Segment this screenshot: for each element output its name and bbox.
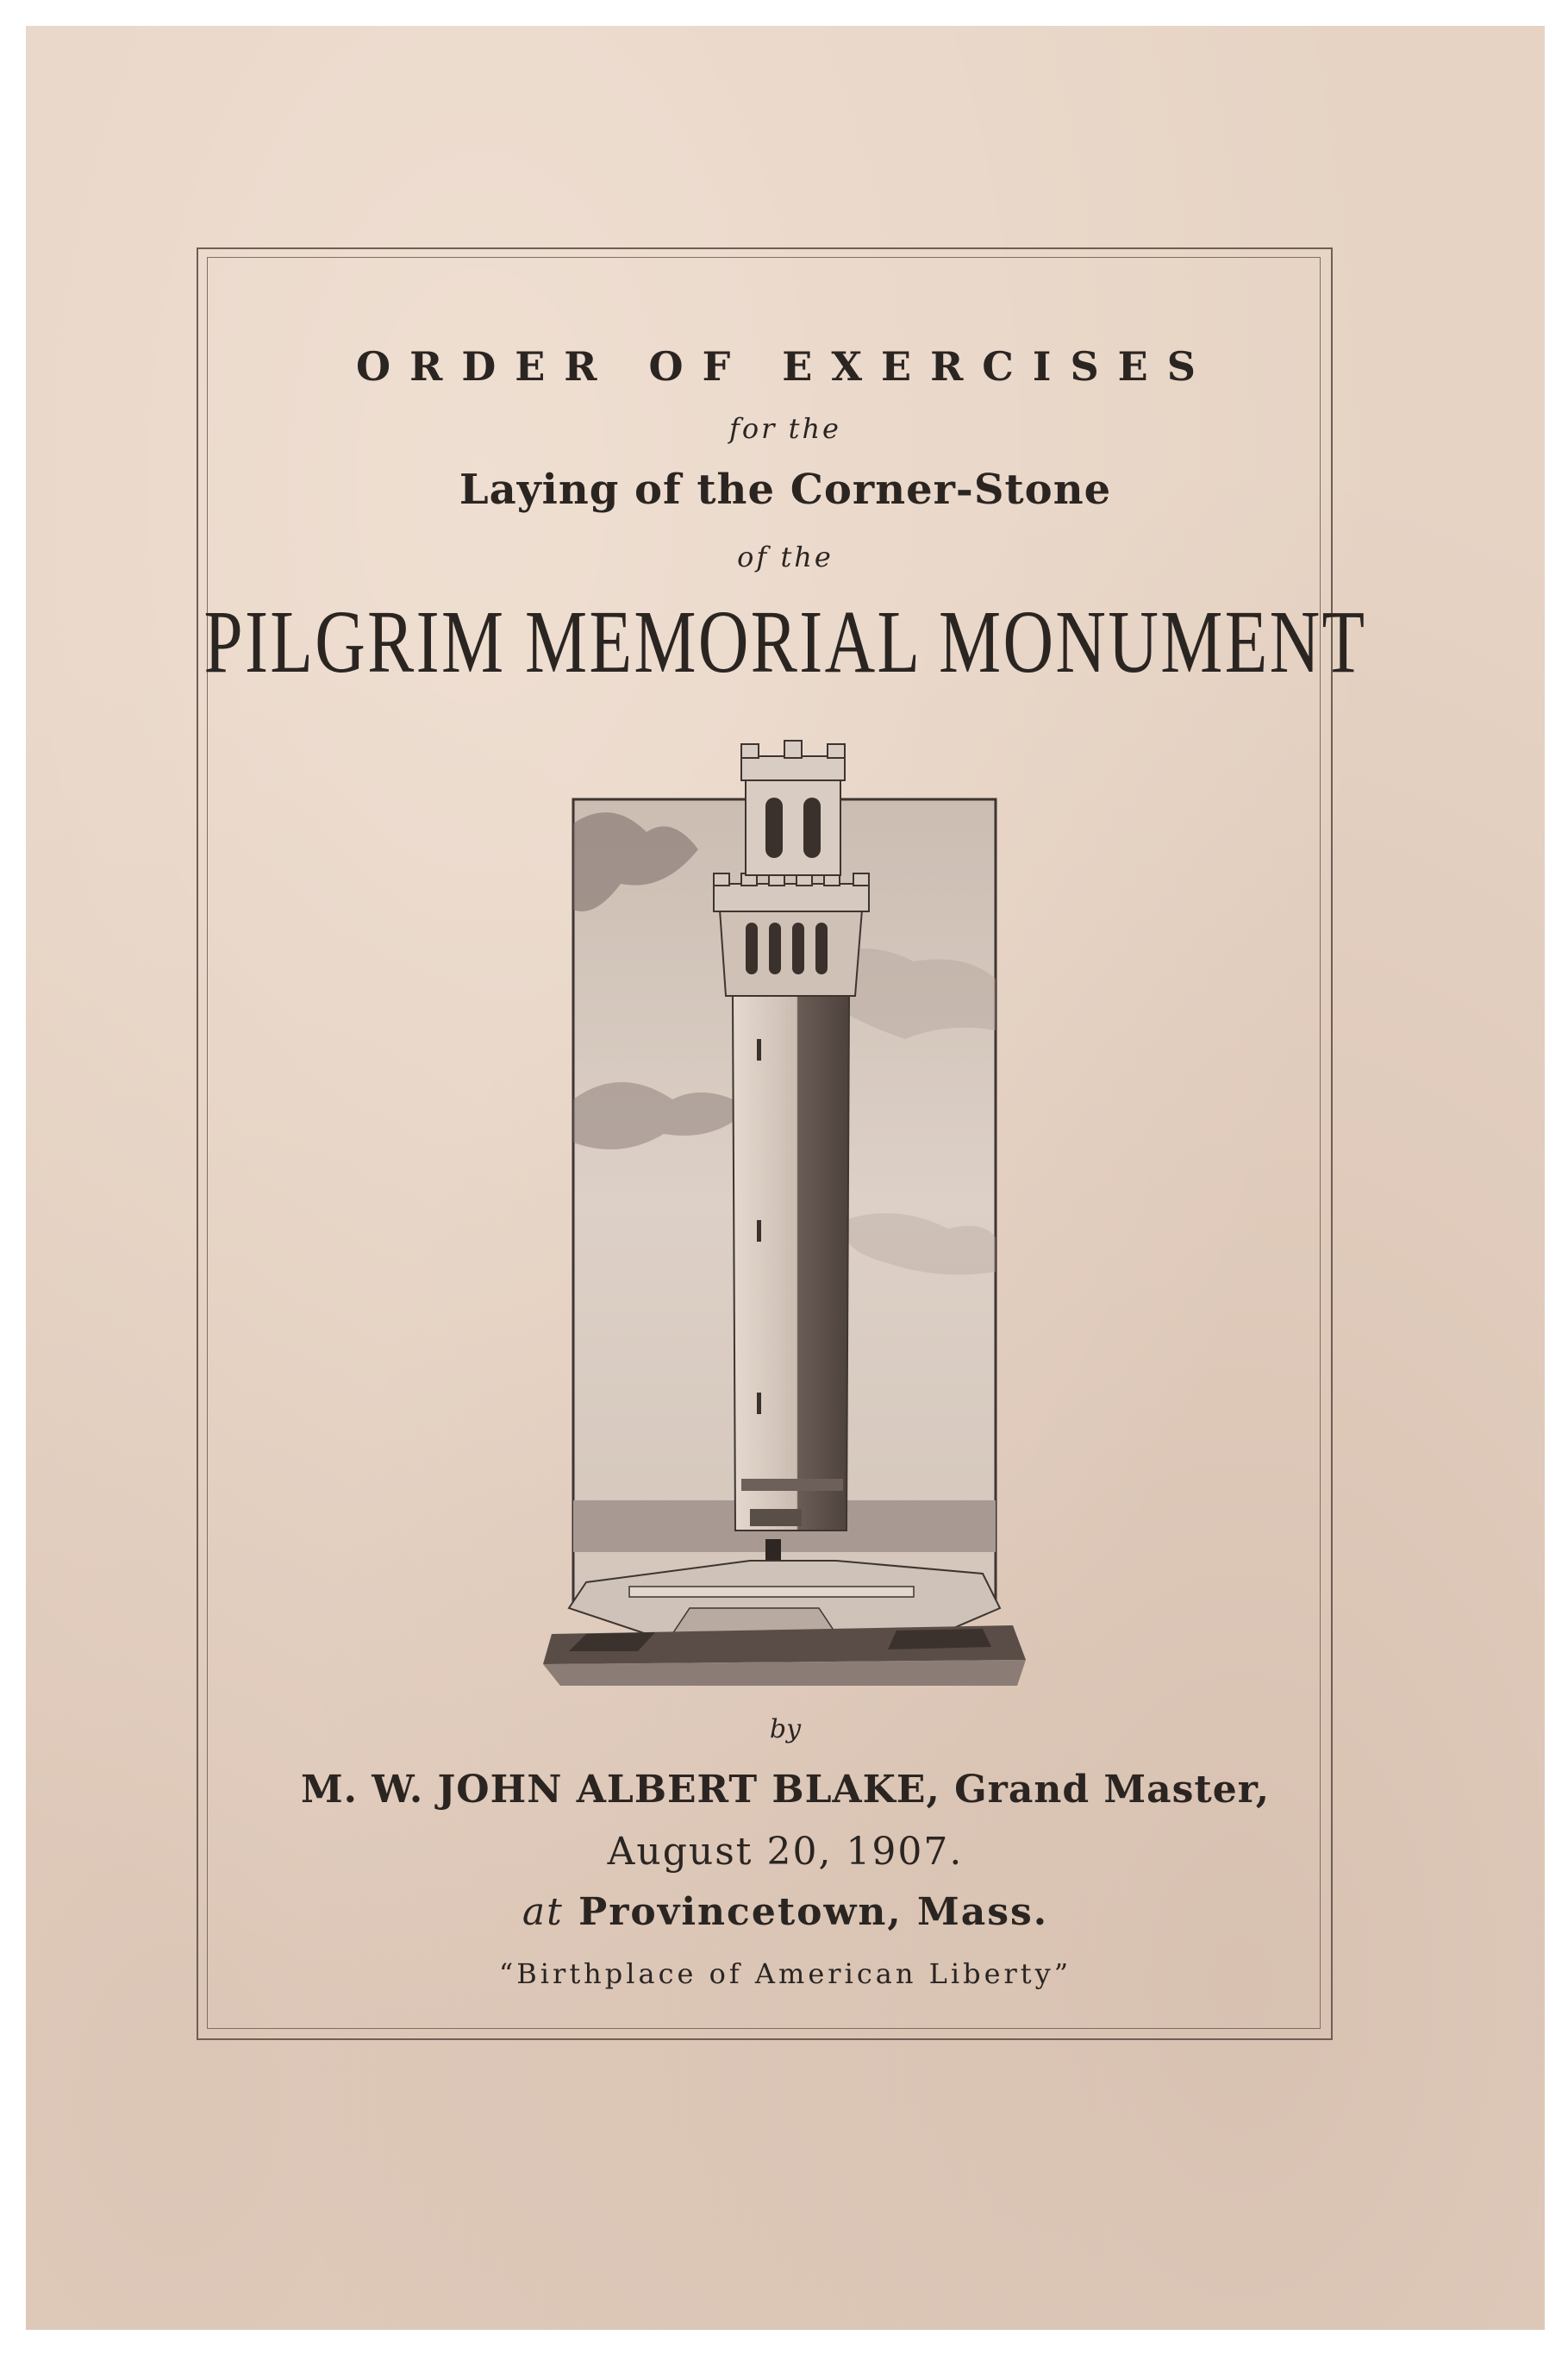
monument-title: PILGRIM MEMORIAL MONUMENT <box>203 592 1367 692</box>
occasion-title: Laying of the Corner-Stone <box>459 466 1112 514</box>
of-the-text: of the <box>737 541 834 573</box>
place-line <box>26 1890 1545 1934</box>
heading-title: ORDER OF EXERCISES <box>356 343 1215 390</box>
author-line: M. W. JOHN ALBERT BLAKE, Grand Master, <box>300 1768 1271 1812</box>
by-text: by <box>769 1714 802 1744</box>
date-line: August 20, 1907. <box>607 1830 964 1874</box>
for-the-text: for the <box>729 412 841 445</box>
place-name: Provincetown, Mass. <box>578 1890 1049 1934</box>
place-prefix: at <box>522 1890 564 1934</box>
tower-illustration <box>534 737 1034 1694</box>
motto-line: “Birthplace of American Liberty” <box>498 1957 1072 1990</box>
